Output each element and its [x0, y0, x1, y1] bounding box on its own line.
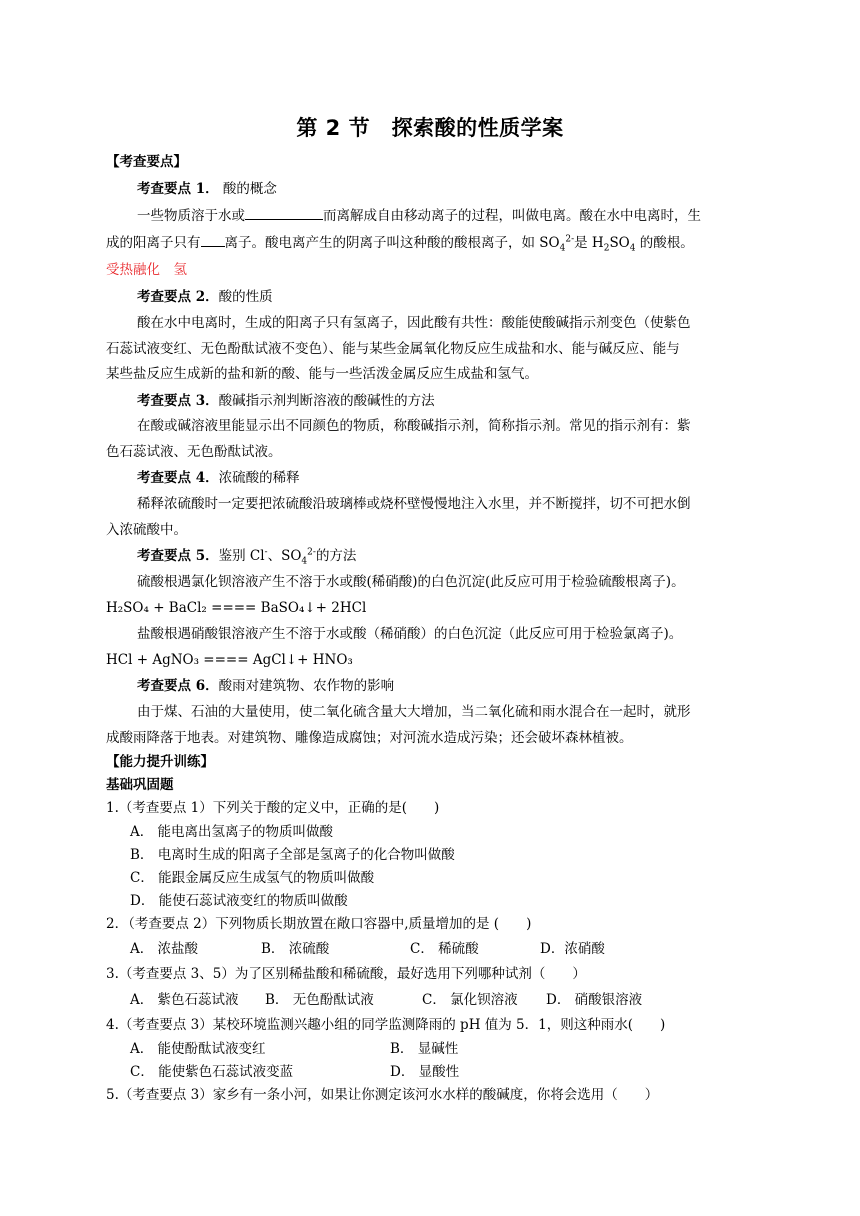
question-1-option-d: D． 能使石蕊试液变红的物质叫做酸: [130, 893, 348, 909]
key-point-3-heading: 考查要点 3．酸碱指示剂判断溶液的酸碱性的方法: [137, 393, 435, 409]
question-2: 2．（考查要点 2）下列物质长期放置在敞口容器中,质量增加的是 ( ): [106, 916, 532, 932]
equation-1: H₂SO₄ + BaCl₂ ==== BaSO₄↓+ 2HCl: [106, 600, 367, 616]
page-title: 第 2 节 探索酸的性质学案: [296, 116, 564, 140]
equation-2: HCl + AgNO₃ ==== AgCl↓+ HNO₃: [106, 652, 353, 668]
key-point-2-line-2: 石蕊试液变红、无色酚酞试液不变色）、能与某些金属氧化物反应生成盐和水、能与碱反应、能与: [106, 341, 680, 357]
key-point-6-line-2: 成酸雨降落于地表。对建筑物、雕像造成腐蚀；对河流水造成污染；还会破坏森林植被。: [106, 730, 633, 746]
question-2-option-c: C． 稀硫酸: [410, 941, 479, 957]
fill-blank-2: [201, 231, 225, 247]
question-4-option-a: A． 能使酚酞试液变红: [130, 1041, 266, 1057]
key-point-5-line-1: 硫酸根遇氯化钡溶液产生不溶于水或酸(稀硝酸)的白色沉淀(此反应可用于检验硫酸根离子)。: [137, 574, 685, 590]
question-4-option-d: D． 显酸性: [390, 1064, 460, 1080]
key-point-6-heading: 考查要点 6．酸雨对建筑物、农作物的影响: [137, 678, 395, 694]
key-point-6-line-1: 由于煤、石油的大量使用，使二氧化硫含量大大增加，当二氧化硫和雨水混合在一起时，就形: [137, 704, 691, 720]
key-point-2-line-3: 某些盐反应生成新的盐和新的酸、能与一些活泼金属反应生成盐和氢气。: [106, 366, 538, 382]
key-point-1-heading: 考查要点 1． 酸的概念: [137, 181, 277, 197]
key-point-5-line-3: 盐酸根遇硝酸银溶液产生不溶于水或酸（稀硝酸）的白色沉淀（此反应可用于检验氯离子)。: [137, 626, 683, 642]
question-1-option-a: A． 能电离出氢离子的物质叫做酸: [130, 824, 334, 840]
question-2-option-d: D．浓硝酸: [540, 941, 605, 957]
key-point-3-line-2: 色石蕊试液、无色酚酞试液。: [106, 444, 282, 460]
key-point-5-heading: 考查要点 5．鉴别 Cl-、$SO_4^{2-}$的方法: [137, 547, 357, 567]
question-3-option-a: A． 紫色石蕊试液: [130, 992, 239, 1008]
question-3-option-b: B． 无色酚酞试液: [265, 992, 374, 1008]
question-3-option-c: C． 氯化钡溶液: [422, 992, 518, 1008]
answer-text: 受热融化 氢: [106, 262, 187, 278]
key-point-2-heading: 考查要点 2．酸的性质: [137, 289, 273, 305]
key-point-1-line-2: 成的阳离子只有 离子。酸电离产生的阴离子叫这种酸的酸根离子，如 $SO_4^{2-}$是 $H_2SO_4$ 的酸根。: [106, 231, 756, 255]
fill-blank-1: [245, 204, 323, 220]
section-heading-training: 【能力提升训练】: [106, 754, 214, 770]
question-1-option-c: C． 能跟金属反应生成氢气的物质叫做酸: [130, 870, 375, 886]
key-point-4-line-2: 入浓硫酸中。: [106, 522, 187, 538]
question-3-option-d: D． 硝酸银溶液: [546, 992, 643, 1008]
question-3: 3.（考查要点 3、5）为了区别稀盐酸和稀硫酸，最好选用下列哪种试剂（ ）: [106, 966, 586, 982]
question-1: 1.（考查要点 1）下列关于酸的定义中，正确的是( ): [106, 800, 440, 816]
question-5: 5.（考查要点 3）家乡有一条小河，如果让你测定该河水水样的酸碱度，你将会选用（ ）: [106, 1087, 659, 1103]
question-4-option-c: C． 能使紫色石蕊试液变蓝: [130, 1064, 294, 1080]
key-point-4-heading: 考查要点 4．浓硫酸的稀释: [137, 470, 300, 486]
section-heading-basic: 基础巩固题: [106, 777, 174, 793]
key-point-2-line-1: 酸在水中电离时，生成的阳离子只有氢离子，因此酸有共性：酸能使酸碱指示剂变色（使紫色: [137, 315, 691, 331]
key-point-4-line-1: 稀释浓硫酸时一定要把浓硫酸沿玻璃棒或烧杯壁慢慢地注入水里，并不断搅拌，切不可把水倒: [137, 496, 691, 512]
question-4: 4.（考查要点 3）某校环境监测兴趣小组的同学监测降雨的 pH 值为 5．1，则这种雨水( ): [106, 1017, 666, 1033]
key-point-1-line-1: 一些物质溶于水或 而离解成自由移动离子的过程，叫做电离。酸在水中电离时，生: [137, 204, 757, 228]
question-4-option-b: B． 显碱性: [390, 1041, 459, 1057]
question-2-option-b: B． 浓硫酸: [261, 941, 330, 957]
question-2-option-a: A． 浓盐酸: [130, 941, 199, 957]
question-1-option-b: B． 电离时生成的阳离子全部是氢离子的化合物叫做酸: [130, 847, 455, 863]
key-point-3-line-1: 在酸或碱溶液里能显示出不同颜色的物质，称酸碱指示剂，简称指示剂。常见的指示剂有：紫: [137, 418, 691, 434]
section-heading-key-points: 【考查要点】: [106, 154, 187, 170]
